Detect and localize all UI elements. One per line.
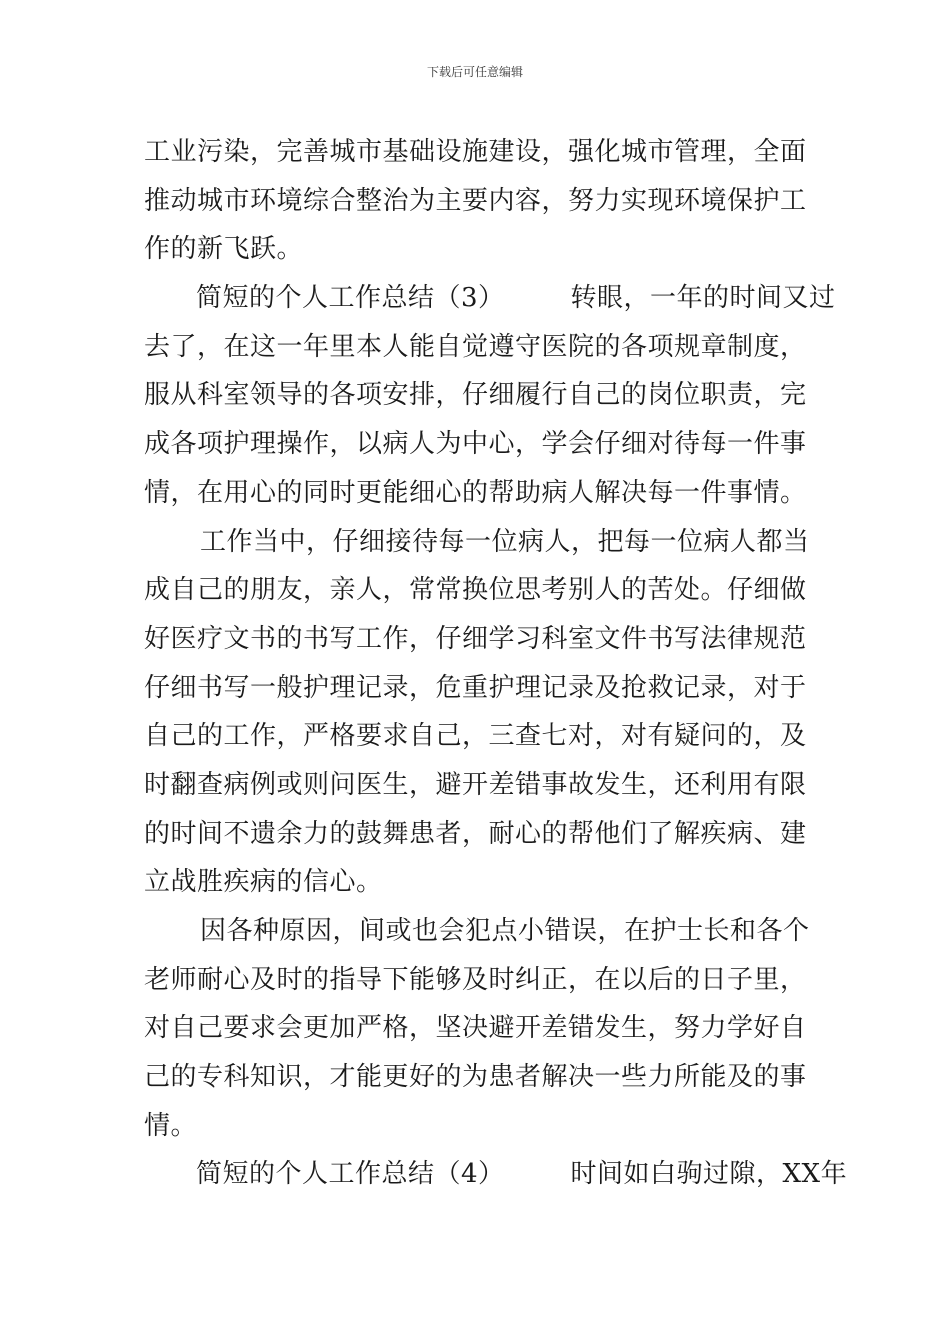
text-line: 服从科室领导的各项安排，仔细履行自己的岗位职责，完 (144, 380, 807, 411)
text-line: 推动城市环境综合整治为主要内容，努力实现环境保护工 (144, 185, 807, 216)
text-line: 的时间不遗余力的鼓舞患者，耐心的帮他们了解疾病、建 (144, 818, 807, 849)
text-line: 己的专科知识，才能更好的为患者解决一些力所能及的事 (144, 1062, 807, 1093)
text-line: 去了，在这一年里本人能自觉遵守医院的各项规章制度， (144, 331, 807, 362)
section-heading-4 (144, 1150, 848, 1199)
text-line: 工业污染，完善城市基础设施建设，强化城市管理，全面 (144, 137, 807, 167)
text-line: 仔细书写一般护理记录，危重护理记录及抢救记录，对于 (144, 672, 807, 703)
section-title-3: 简短的个人工作总结（3） (196, 283, 505, 314)
text-line: 对自己要求会更加严格，坚决避开差错发生，努力学好自 (144, 1013, 807, 1044)
text-line: 工作当中，仔细接待每一位病人，把每一位病人都当 (200, 526, 810, 557)
text-line: 成各项护理操作，以病人为中心，学会仔细对待每一件事 (144, 429, 807, 460)
text-line: 立战胜疾病的信心。 (144, 867, 383, 898)
text-line: 作的新飞跃。 (144, 234, 304, 265)
document-body (144, 128, 848, 1199)
section-lead-4: 时间如白驹过隙，XX年 (570, 1159, 848, 1190)
section-heading-3 (144, 274, 836, 323)
section-title-4: 简短的个人工作总结（4） (196, 1159, 505, 1190)
text-line: 时翻查病例或则问医生，避开差错事故发生，还利用有限 (144, 769, 807, 800)
text-line: 情。 (144, 1110, 198, 1141)
text-line: 成自己的朋友，亲人，常常换位思考别人的苦处。仔细做 (144, 575, 807, 606)
text-line: 情，在用心的同时更能细心的帮助病人解决每一件事情。 (144, 477, 807, 508)
text-line: 因各种原因，间或也会犯点小错误，在护士长和各个 (200, 916, 810, 946)
text-line: 老师耐心及时的指导下能够及时纠正，在以后的日子里， (144, 964, 807, 995)
section-lead-3: 转眼，一年的时间又过 (570, 283, 836, 314)
text-line: 自己的工作，严格要求自己，三查七对，对有疑问的，及 (144, 721, 807, 752)
text-line: 好医疗文书的书写工作，仔细学习科室文件书写法律规范 (144, 623, 807, 654)
page-header: 下载后可任意编辑 (426, 65, 523, 79)
